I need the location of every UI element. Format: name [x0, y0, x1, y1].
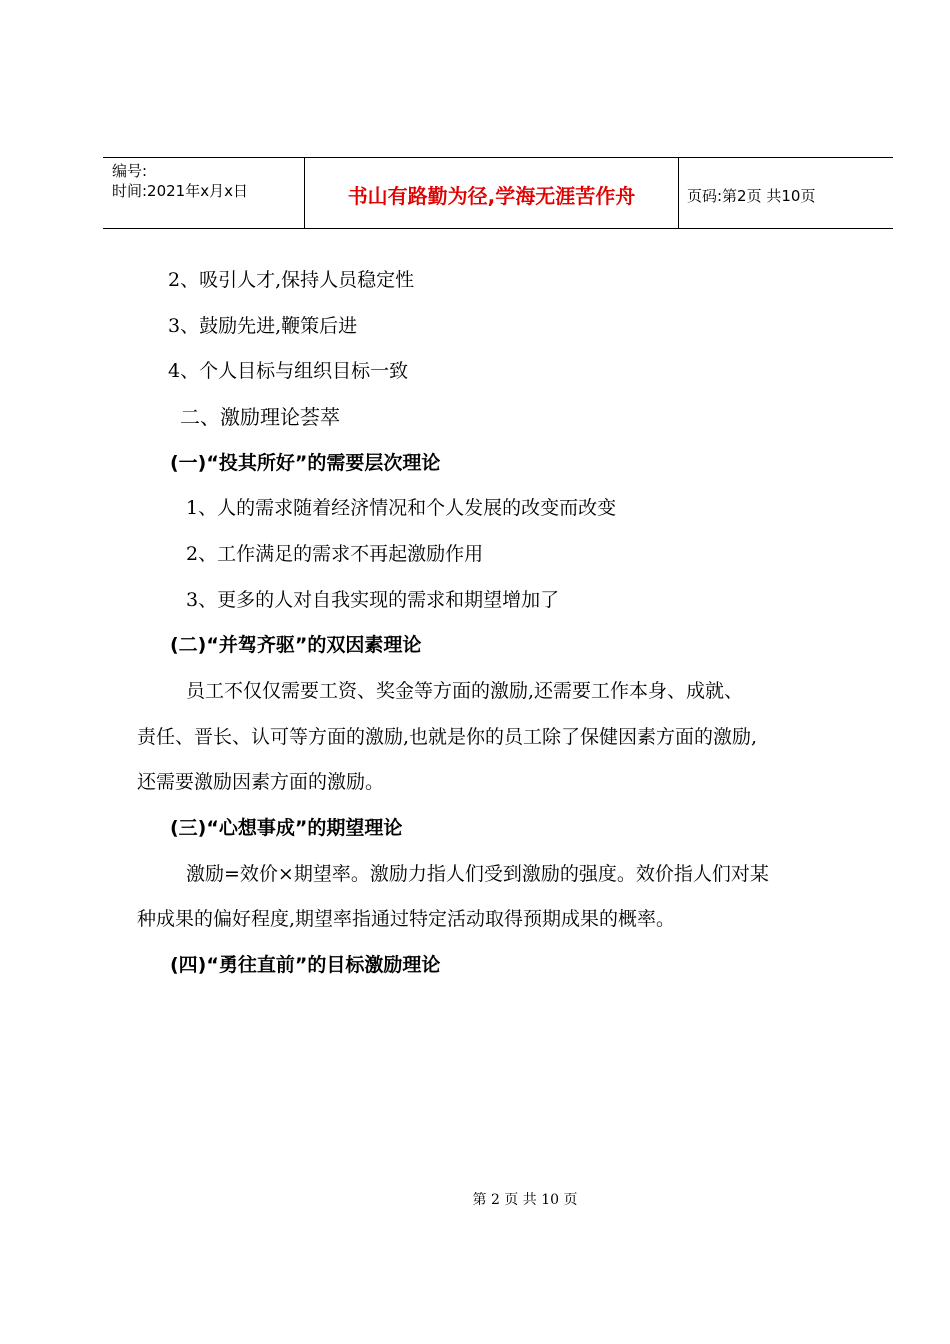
- paragraph-line: 还需要激励因素方面的激励。: [137, 771, 385, 793]
- header-motto: 书山有路勤为径,学海无涯苦作舟: [347, 184, 636, 208]
- page-header: [103, 157, 893, 229]
- paragraph-line: 责任、晋长、认可等方面的激励,也就是你的员工除了保健因素方面的激励,: [137, 726, 758, 748]
- list-item: 3、更多的人对自我实现的需求和期望增加了: [186, 589, 560, 611]
- header-motto-cell: [304, 158, 679, 228]
- paragraph-line: 员工不仅仅需要工资、奖金等方面的激励,还需要工作本身、成就、: [186, 680, 744, 702]
- subsection-heading: (四)“勇往直前”的目标激励理论: [170, 954, 441, 976]
- page-footer: 第 2 页 共 10 页: [472, 1192, 578, 1208]
- paragraph-line: 种成果的偏好程度,期望率指通过特定活动取得预期成果的概率。: [137, 908, 676, 930]
- header-page-cell: [679, 158, 893, 228]
- paragraph-line: 激励=效价×期望率。激励力指人们受到激励的强度。效价指人们对某: [186, 863, 769, 885]
- header-info-cell: [103, 158, 303, 228]
- section-heading: 二、激励理论荟萃: [180, 405, 340, 429]
- list-item: 2、吸引人才,保持人员稳定性: [168, 269, 415, 291]
- subsection-heading: (一)“投其所好”的需要层次理论: [170, 452, 441, 474]
- document-number-label: 编号:: [112, 162, 148, 180]
- document-time-label: 时间:2021年x月x日: [112, 182, 248, 200]
- list-item: 1、人的需求随着经济情况和个人发展的改变而改变: [186, 497, 617, 519]
- list-item: 3、鼓励先进,鞭策后进: [168, 315, 358, 337]
- subsection-heading: (二)“并驾齐驱”的双因素理论: [170, 634, 422, 656]
- list-item: 2、工作满足的需求不再起激励作用: [186, 543, 484, 565]
- subsection-heading: (三)“心想事成”的期望理论: [170, 817, 403, 839]
- header-page-code: 页码:第2页 共10页: [687, 187, 816, 205]
- list-item: 4、个人目标与组织目标一致: [168, 360, 409, 382]
